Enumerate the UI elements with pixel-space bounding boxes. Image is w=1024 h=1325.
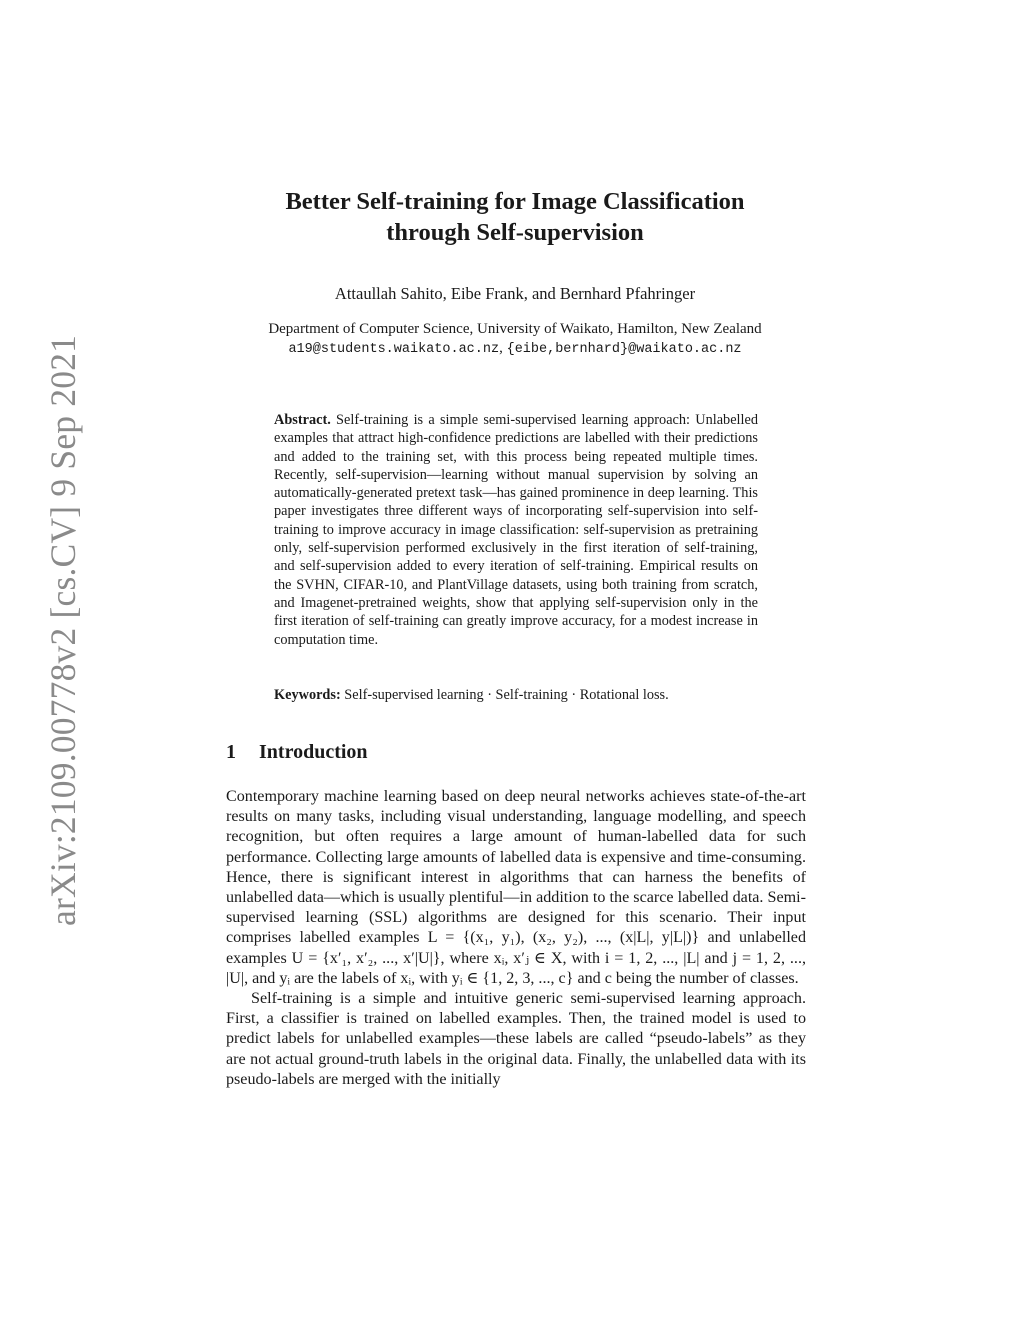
title-line-2: through Self-supervision [386, 219, 644, 246]
abstract-label: Abstract. [274, 412, 331, 428]
paper-title [200, 186, 830, 248]
abstract [274, 411, 758, 649]
keywords-text: Self-supervised learning · Self-training · Rotational loss. [344, 687, 669, 703]
section-heading [226, 741, 368, 764]
section-number: 1 [226, 741, 236, 763]
email-address: {eibe,bernhard}@waikato.ac.nz [506, 342, 742, 357]
affiliation-block [200, 320, 830, 359]
email-line [200, 339, 830, 359]
abstract-text: Self-training is a simple semi-supervised learning approach: Unlabelled examples that attract high-confidence predictions are labelled with their predictions and added to the training set, with this process being repeated multiple times. Recently, self-supervision—learning without manual supervision by solving an automatically-generated pretext task—has gained prominence in deep learning. This paper investigates three different ways of incorporating self-supervision into self-training to improve accuracy in image classification: self-supervision as pretraining only, self-supervision performed exclusively in the first iteration of self-training, and self-supervision added to every iteration of self-training. Empirical results on the SVHN, CIFAR-10, and PlantVillage datasets, using both training from scratch, and Imagenet-pretrained weights, show that applying self-supervision only in the first iteration of self-training can greatly improve accuracy, for a modest increase in computation time. [274, 412, 758, 648]
affiliation: Department of Computer Science, University of Waikato, Hamilton, New Zealand [268, 321, 762, 337]
email-separator: , [499, 340, 507, 356]
email-address: a19@students.waikato.ac.nz [288, 342, 500, 357]
arxiv-identifier: arXiv:2109.00778v2 [cs.CV] 9 Sep 2021 [43, 334, 83, 926]
paragraph: Self-training is a simple and intuitive generic semi-supervised learning approach. First, a classifier is trained on labelled examples. Then, the trained model is used to predict labels for unlabelled examples—these labels are called “pseudo-labels” as they are not actual ground-truth labels in the original data. Finally, the unlabelled data with its pseudo-labels are merged with the initially [226, 990, 806, 1088]
paragraph: Contemporary machine learning based on deep neural networks achieves state-of-the-art results on many tasks, including visual understanding, language modelling, and speech recognition, but often requires a large amount of human-labelled data for such performance. Collecting large amounts of labelled data is expensive and time-consuming. Hence, there is significant interest in algorithms that can harness the benefits of unlabelled data—which is usually plentiful—in addition to the scarce labelled data. Semi-supervised learning (SSL) algorithms are designed for this scenario. Their input comprises labelled examples L = {(x₁, y₁), (x₂, y₂), ..., (x|L|, y|L|)} and unlabelled examples U = {x′₁, x′₂, ..., x′|U|}, where xᵢ, x′ⱼ ∈ X, with i = 1, 2, ..., |L| and j = 1, 2, ..., |U|, and yᵢ are the labels of xᵢ, with yᵢ ∈ {1, 2, 3, ..., c} and c being the number of classes. [226, 788, 806, 987]
section-title: Introduction [259, 741, 368, 763]
keywords-label: Keywords: [274, 687, 341, 703]
introduction-body [226, 787, 806, 1090]
keywords [274, 686, 758, 704]
title-line-1: Better Self-training for Image Classification [285, 188, 745, 215]
author-list: Attaullah Sahito, Eibe Frank, and Bernhard Pfahringer [334, 284, 696, 303]
